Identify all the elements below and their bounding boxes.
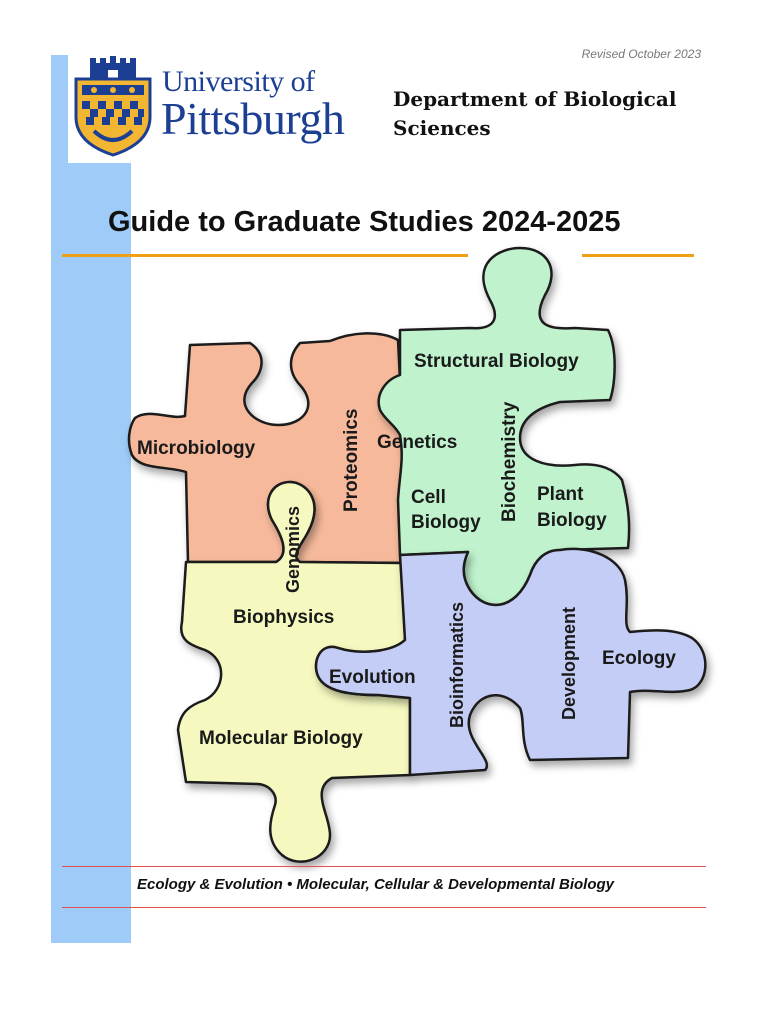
label-proteomics: Proteomics <box>341 408 362 512</box>
program-tagline: Ecology & Evolution • Molecular, Cellular & Developmental Biology <box>137 876 615 893</box>
footer-rule-bottom <box>62 907 706 908</box>
footer-rule-top <box>62 866 706 867</box>
label-genetics: Genetics <box>377 432 458 453</box>
label-bioinformatics: Bioinformatics <box>447 601 467 728</box>
page-title: Guide to Graduate Studies 2024-2025 <box>108 206 621 238</box>
label-plant-biology-line1: Plant <box>537 484 584 505</box>
label-evolution: Evolution <box>329 667 416 688</box>
university-name-line1: University of <box>162 65 315 98</box>
department-name: Department of Biological Sciences <box>393 87 677 140</box>
label-biophysics: Biophysics <box>233 607 335 628</box>
university-name-line2: Pittsburgh <box>161 93 345 144</box>
label-cell-biology-line2: Biology <box>411 512 481 533</box>
label-cell-biology-line1: Cell <box>411 487 446 508</box>
label-biochemistry: Biochemistry <box>499 401 520 522</box>
label-plant-biology-line2: Biology <box>537 510 607 531</box>
label-development: Development <box>559 606 579 720</box>
label-structural-biology: Structural Biology <box>414 351 579 372</box>
label-microbiology: Microbiology <box>137 438 256 459</box>
label-genomics: Genomics <box>283 505 303 593</box>
label-ecology: Ecology <box>602 648 676 669</box>
revised-date: Revised October 2023 <box>581 47 701 61</box>
label-molecular-biology: Molecular Biology <box>199 728 363 749</box>
